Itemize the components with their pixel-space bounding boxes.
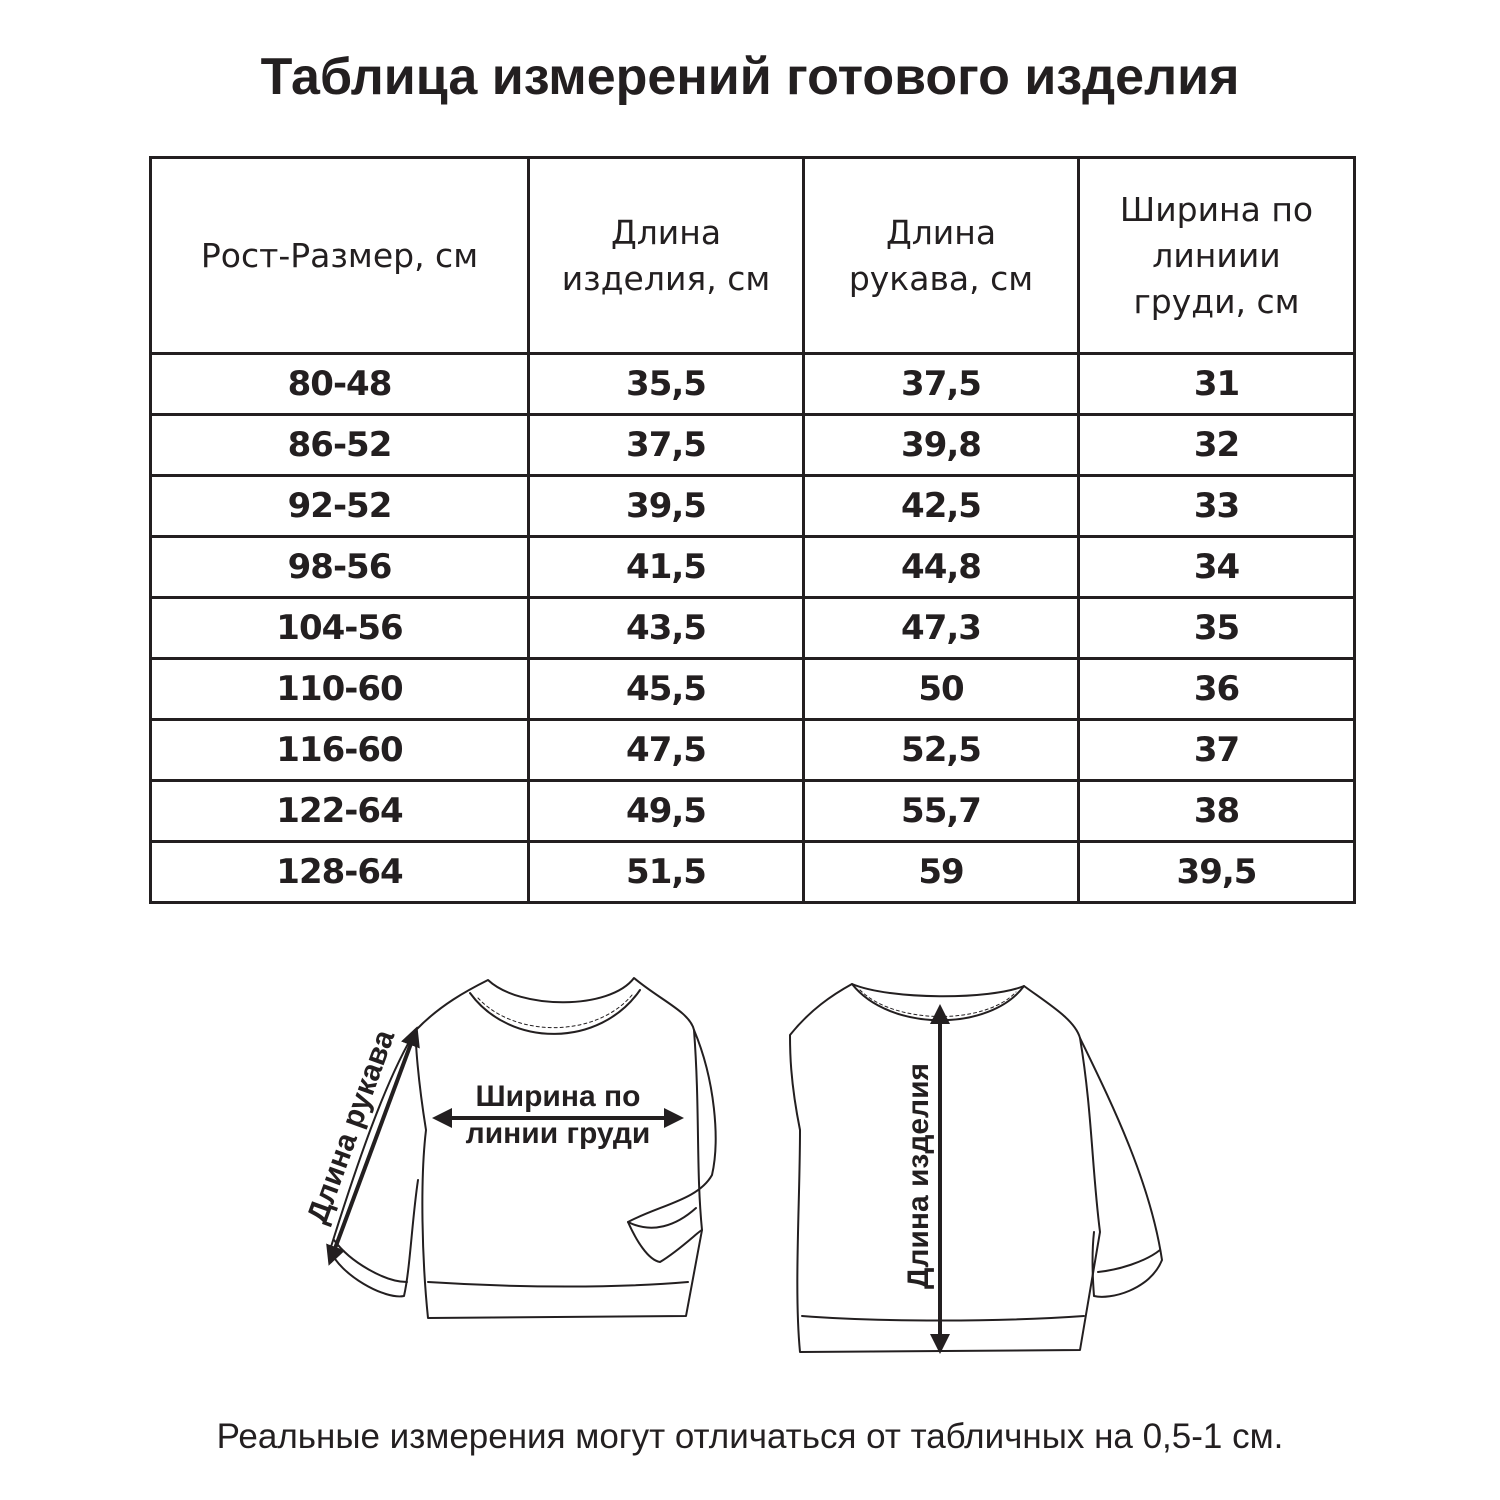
cell-sleeve-length: 37,5: [804, 354, 1079, 415]
cell-chest-width: 35: [1079, 598, 1355, 659]
cell-chest-width: 37: [1079, 720, 1355, 781]
header-line: линиии: [1152, 235, 1281, 275]
size-table: [149, 156, 1356, 904]
table-header-row: [151, 158, 1355, 354]
cell-chest-width: 39,5: [1079, 842, 1355, 903]
table-row: [151, 842, 1355, 903]
back-body-outline: [790, 984, 1100, 1352]
table-row: [151, 537, 1355, 598]
sleeve-length-label: Длина рукава: [300, 1025, 402, 1228]
measurement-note: Реальные измерения могут отличаться от табличных на 0,5-1 см.: [216, 1417, 1284, 1456]
back-right-sleeve: [1080, 1038, 1162, 1297]
cell-garment-length: 39,5: [529, 476, 804, 537]
table-row: [151, 476, 1355, 537]
cell-sleeve-length: 50: [804, 659, 1079, 720]
table-row: [151, 659, 1355, 720]
cell-chest-width: 36: [1079, 659, 1355, 720]
header-line: рукава, см: [848, 258, 1034, 298]
cell-size: 86-52: [151, 415, 529, 476]
cell-size: 116-60: [151, 720, 529, 781]
table-row: [151, 415, 1355, 476]
cell-garment-length: 51,5: [529, 842, 804, 903]
cell-garment-length: 37,5: [529, 415, 804, 476]
cell-size: 110-60: [151, 659, 529, 720]
cell-sleeve-length: 52,5: [804, 720, 1079, 781]
cell-sleeve-length: 47,3: [804, 598, 1079, 659]
front-neck-stitch: [478, 995, 632, 1028]
cell-garment-length: 49,5: [529, 781, 804, 842]
cell-chest-width: 33: [1079, 476, 1355, 537]
header-line: Рост-Размер, см: [200, 235, 479, 275]
sweatshirt-back-illustration: [790, 984, 1162, 1352]
chest-width-label-line2: линии груди: [465, 1117, 651, 1150]
cell-chest-width: 32: [1079, 415, 1355, 476]
cell-size: 128-64: [151, 842, 529, 903]
body-length-label: Длина изделия: [902, 1062, 935, 1290]
header-chest-width: [1079, 158, 1355, 354]
header-line: Длина: [885, 212, 997, 252]
header-line: изделия, см: [561, 258, 771, 298]
header-line: Ширина по: [1119, 189, 1314, 229]
chest-width-label-line1: Ширина по: [475, 1080, 641, 1113]
header-line: груди, см: [1133, 281, 1300, 321]
table-row: [151, 720, 1355, 781]
cell-size: 104-56: [151, 598, 529, 659]
table-row: [151, 354, 1355, 415]
header-line: Длина: [610, 212, 722, 252]
garment-diagram: [0, 940, 1500, 1380]
cell-chest-width: 38: [1079, 781, 1355, 842]
header-sleeve-length: [804, 158, 1079, 354]
cell-garment-length: 45,5: [529, 659, 804, 720]
cell-sleeve-length: 55,7: [804, 781, 1079, 842]
cell-sleeve-length: 42,5: [804, 476, 1079, 537]
cell-chest-width: 31: [1079, 354, 1355, 415]
header-garment-length: [529, 158, 804, 354]
cell-size: 122-64: [151, 781, 529, 842]
header-height-size: [151, 158, 529, 354]
cell-sleeve-length: 44,8: [804, 537, 1079, 598]
cell-garment-length: 35,5: [529, 354, 804, 415]
cell-garment-length: 43,5: [529, 598, 804, 659]
cell-size: 80-48: [151, 354, 529, 415]
table-row: [151, 598, 1355, 659]
back-right-cuff: [1098, 1250, 1160, 1272]
front-hem-band: [428, 1282, 688, 1287]
cell-size: 98-56: [151, 537, 529, 598]
page-title: Таблица измерений готового изделия: [260, 48, 1240, 106]
cell-chest-width: 34: [1079, 537, 1355, 598]
cell-garment-length: 41,5: [529, 537, 804, 598]
cell-sleeve-length: 59: [804, 842, 1079, 903]
cell-size: 92-52: [151, 476, 529, 537]
back-hem-band: [802, 1316, 1084, 1321]
cell-garment-length: 47,5: [529, 720, 804, 781]
cell-sleeve-length: 39,8: [804, 415, 1079, 476]
front-left-cuff: [334, 1240, 407, 1282]
table-row: [151, 781, 1355, 842]
